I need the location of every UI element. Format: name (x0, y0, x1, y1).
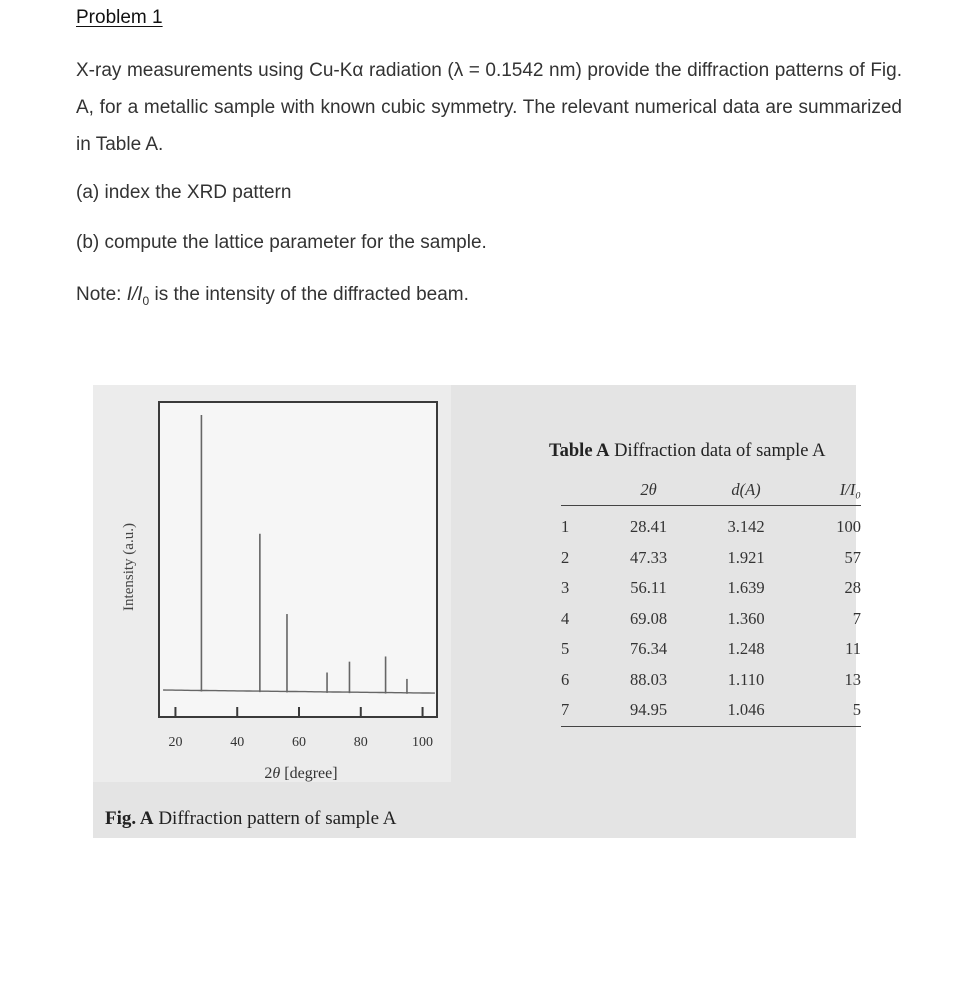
row-two-theta: 94.95 (601, 695, 696, 726)
row-d-spacing: 1.046 (696, 695, 796, 726)
task-a: (a) index the XRD pattern (76, 182, 292, 203)
figure-caption-label: Fig. A (105, 808, 154, 829)
row-intensity: 57 (844, 547, 861, 567)
row-intensity: 13 (844, 669, 861, 689)
table-row (561, 506, 861, 543)
note (76, 284, 469, 308)
row-index: 1 (561, 517, 570, 537)
x-tick-label: 20 (168, 735, 183, 750)
table-title-text: Diffraction data of sample A (609, 441, 826, 461)
row-index: 4 (561, 608, 570, 628)
row-two-theta: 47.33 (629, 547, 668, 567)
table-row (561, 695, 861, 726)
row-d-spacing: 3.142 (727, 517, 765, 537)
x-tick-label: 80 (353, 735, 368, 750)
row-d-spacing: 1.360 (727, 608, 765, 628)
figure-caption-text: Diffraction pattern of sample A (153, 808, 397, 829)
diffraction-table (561, 475, 861, 727)
y-axis-label: Intensity (a.u.) (121, 523, 137, 611)
x-tick-label: 100 (412, 735, 434, 750)
table-row (561, 665, 861, 696)
row-d-spacing: 1.639 (727, 578, 765, 598)
x-tick-label: 40 (230, 735, 245, 750)
row-index: 7 (561, 695, 601, 726)
table-row (561, 604, 861, 635)
row-two-theta: 69.08 (629, 608, 668, 628)
row-intensity: 100 (836, 517, 861, 537)
task-b: (b) compute the lattice parameter for the sample. (76, 232, 487, 253)
figure-panel (93, 385, 861, 838)
header-index (561, 475, 601, 506)
row-two-theta: 88.03 (629, 669, 668, 689)
table-title (549, 441, 825, 462)
row-d-spacing: 1.921 (727, 547, 765, 567)
problem-title: Problem 1 (76, 7, 163, 28)
row-d-spacing: 1.248 (727, 639, 765, 659)
x-axis-label: 2θ [degree] (264, 765, 338, 782)
note-subscript: 0 (142, 293, 150, 308)
xrd-chart (93, 385, 451, 785)
table-title-label: Table A (549, 441, 610, 461)
header-intensity: I/I₀ (796, 475, 861, 506)
header-two-theta: 2θ (601, 475, 696, 506)
table-header-row (561, 475, 861, 506)
table-row (561, 543, 861, 574)
row-intensity: 7 (852, 608, 861, 628)
note-symbol: I/I (126, 284, 143, 305)
note-suffix: is the intensity of the diffracted beam. (149, 284, 469, 305)
table-row (561, 634, 861, 665)
row-d-spacing: 1.110 (727, 669, 765, 689)
header-d-spacing: d(A) (696, 475, 796, 506)
row-index: 3 (561, 578, 570, 598)
row-intensity: 28 (844, 578, 861, 598)
row-intensity: 5 (796, 695, 861, 726)
row-intensity: 11 (845, 639, 861, 659)
row-two-theta: 28.41 (629, 517, 668, 537)
note-prefix: Note: (76, 284, 127, 305)
figure-caption (105, 808, 396, 830)
x-tick-label: 60 (292, 735, 306, 750)
row-index: 6 (561, 669, 570, 689)
row-index: 5 (561, 639, 570, 659)
problem-intro: X-ray measurements using Cu-Kα radiation (λ = 0.1542 nm) provide the diffraction patterns of Fig. A, for a metallic sample with known cubic symmetry. The relevant numerical data are summarized in Table A. (76, 60, 902, 155)
row-index: 2 (561, 547, 570, 567)
row-two-theta: 76.34 (629, 639, 668, 659)
table-row (561, 573, 861, 604)
row-two-theta: 56.11 (630, 578, 667, 598)
